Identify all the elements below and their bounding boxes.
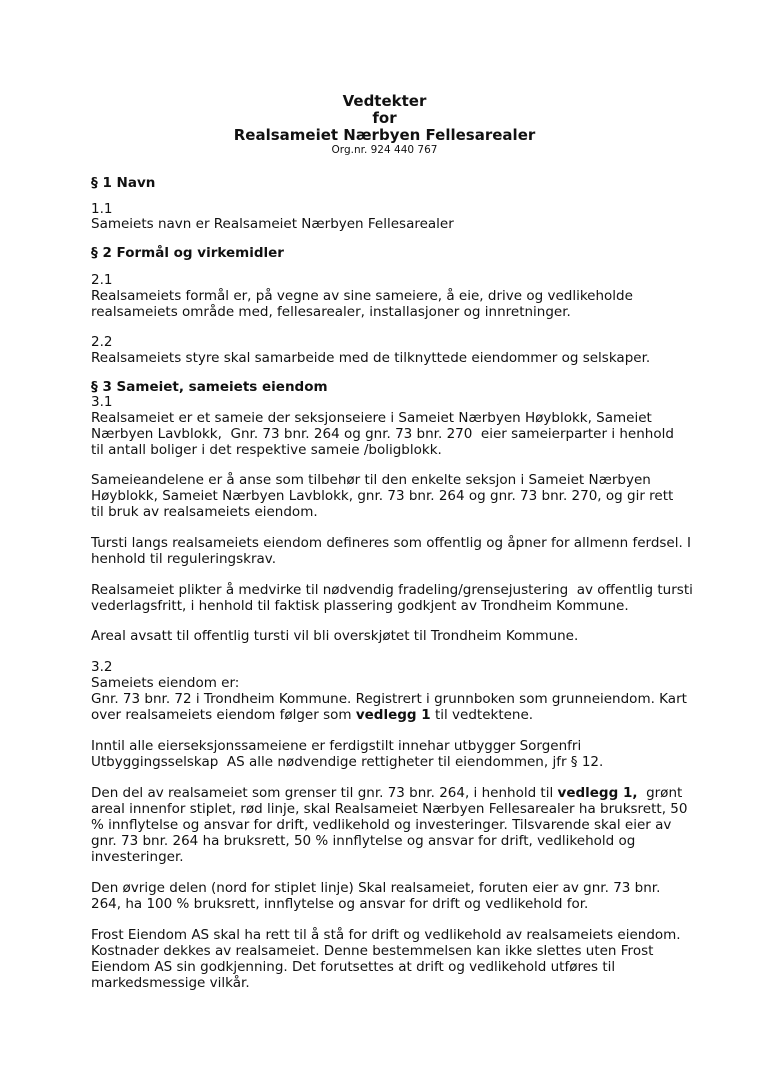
paragraph-line: Realsameiets formål er, på vegne av sine sameiere, å eie, drive og vedlikeholde: [91, 288, 633, 304]
paragraph-line: 264, ha 100 % bruksrett, innflytelse og ansvar for drift og vedlikehold for.: [91, 896, 589, 912]
text-run: til vedtektene.: [430, 707, 534, 723]
paragraph-line: Nærbyen Lavblokk, Gnr. 73 bnr. 264 og gnr. 73 bnr. 270 eier sameierparter i henhold: [91, 426, 674, 442]
paragraph-line: Realsameiet plikter å medvirke til nødvendig fradeling/grensejustering av offentlig tursti: [91, 582, 693, 598]
paragraph-line: Gnr. 73 bnr. 72 i Trondheim Kommune. Registrert i grunnboken som grunneiendom. Kart: [91, 691, 687, 707]
paragraph-line: Inntil alle eierseksjonssameiene er ferdigstilt innehar utbygger Sorgenfri: [91, 738, 582, 754]
text-run: over realsameiets eiendom følger som: [91, 707, 356, 723]
org-number: Org.nr. 924 440 767: [331, 144, 438, 156]
paragraph-line: Eiendom AS sin godkjenning. Det forutsettes at drift og vedlikehold utføres til: [91, 959, 616, 975]
paragraph: Sameiets navn er Realsameiet Nærbyen Fellesarealer: [91, 216, 454, 232]
paragraph-line: areal innenfor stiplet, rød linje, skal Realsameiet Nærbyen Fellesarealer ha bruksrett, 50: [91, 801, 688, 817]
paragraph-line: til bruk av realsameiets eiendom.: [91, 504, 318, 520]
paragraph-line: [91, 707, 533, 723]
paragraph-line: investeringer.: [91, 849, 184, 865]
document-title-for: for: [372, 109, 397, 127]
paragraph-line: vederlagsfritt, i henhold til faktisk plassering godkjent av Trondheim Kommune.: [91, 598, 629, 614]
attachment-reference: vedlegg 1: [355, 707, 431, 723]
paragraph-line: Høyblokk, Sameiet Nærbyen Lavblokk, gnr. 73 bnr. 264 og gnr. 73 bnr. 270, og gir rett: [91, 488, 674, 504]
paragraph-line: Kostnader dekkes av realsameiet. Denne bestemmelsen kan ikke slettes uten Frost: [91, 943, 654, 959]
paragraph-line: Sameiets eiendom er:: [91, 675, 240, 691]
section-1-heading: § 1 Navn: [91, 175, 156, 191]
paragraph-line: Sameieandelene er å anse som tilbehør til den enkelte seksjon i Sameiet Nærbyen: [91, 472, 651, 488]
paragraph-line: Den øvrige delen (nord for stiplet linje) Skal realsameiet, foruten eier av gnr. 73 bnr.: [91, 880, 661, 896]
text-run: Den del av realsameiet som grenser til gnr. 73 bnr. 264, i henhold til: [91, 785, 558, 801]
paragraph-line: Utbyggingsselskap AS alle nødvendige rettigheter til eiendommen, jfr § 12.: [91, 754, 604, 770]
attachment-reference: vedlegg 1,: [557, 785, 638, 801]
paragraph-line: Tursti langs realsameiets eiendom defineres som offentlig og åpner for allmenn ferdsel. I: [91, 535, 692, 551]
paragraph-line: Frost Eiendom AS skal ha rett til å stå for drift og vedlikehold av realsameiets eiendom.: [91, 927, 681, 943]
paragraph-line: realsameiets område med, fellesarealer, installasjoner og innretninger.: [91, 304, 571, 320]
paragraph-line: markedsmessige vilkår.: [91, 975, 250, 991]
clause-number: 3.2: [91, 659, 113, 675]
clause-number: 1.1: [91, 201, 113, 217]
paragraph-line: til antall boliger i det respektive sameie /boligblokk.: [91, 442, 442, 458]
section-3-heading: § 3 Sameiet, sameiets eiendom: [91, 379, 328, 395]
paragraph: Realsameiets styre skal samarbeide med de tilknyttede eiendommer og selskaper.: [91, 350, 651, 366]
paragraph-line: henhold til reguleringskrav.: [91, 551, 277, 567]
section-2-heading: § 2 Formål og virkemidler: [91, 245, 284, 261]
paragraph-line: [91, 785, 682, 801]
document-title: Vedtekter: [342, 92, 427, 110]
clause-number: 2.2: [91, 334, 113, 350]
paragraph: Areal avsatt til offentlig tursti vil bli overskjøtet til Trondheim Kommune.: [91, 628, 579, 644]
paragraph-line: gnr. 73 bnr. 264 ha bruksrett, 50 % innflytelse og ansvar for drift, vedlikehold og: [91, 833, 636, 849]
paragraph-line: Realsameiet er et sameie der seksjonseiere i Sameiet Nærbyen Høyblokk, Sameiet: [91, 410, 652, 426]
clause-number: 2.1: [91, 272, 113, 288]
document-title-name: Realsameiet Nærbyen Fellesarealer: [233, 126, 536, 144]
paragraph-line: % innflytelse og ansvar for drift, vedlikehold og investeringer. Tilsvarende skal eier av: [91, 817, 672, 833]
clause-number: 3.1: [91, 394, 113, 410]
text-run: grønt: [637, 785, 683, 801]
